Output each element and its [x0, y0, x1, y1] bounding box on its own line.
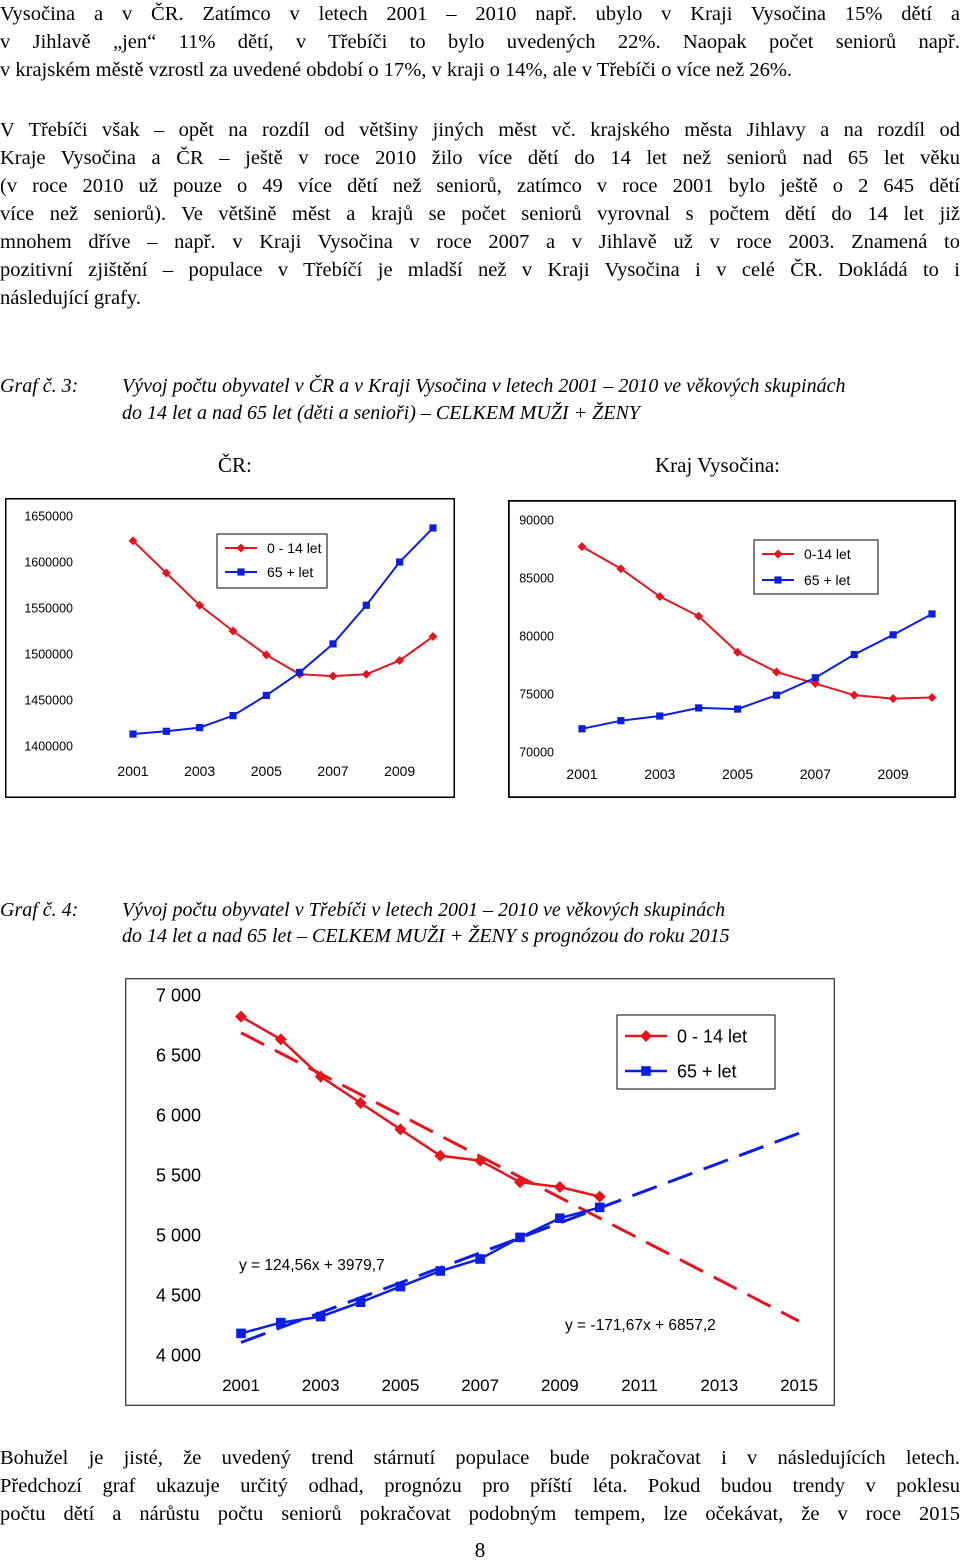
chart-cr — [5, 498, 455, 798]
legend-label: 65 + let — [267, 563, 314, 580]
data-point — [276, 1318, 286, 1328]
paragraph-bottom — [0, 1444, 960, 1528]
x-tick-label: 2003 — [644, 766, 676, 782]
y-tick-label: 6 500 — [155, 1045, 201, 1066]
text-line: více než seniorů). Ve většině měst a krajů se počet seniorů vyrovnal s počtem dětí do 14 let již — [0, 203, 960, 225]
text-line: Vysočina a v ČR. Zatímco v letech 2001 – 2010 např. ubylo v Kraji Vysočina 15% dětí a — [0, 3, 960, 25]
text-line: mnohem dříve – např. v Kraji Vysočina v roce 2007 a v Jihlavě už v roce 2003. Znamená to — [0, 231, 960, 253]
legend-label: 65 + let — [677, 1061, 737, 1082]
paragraph-mid — [0, 116, 960, 312]
legend-marker — [237, 568, 244, 575]
y-tick-label: 7 000 — [155, 985, 201, 1006]
data-point — [163, 728, 170, 735]
legend-label: 0 - 14 let — [267, 539, 322, 556]
data-point — [363, 602, 370, 609]
data-point — [555, 1213, 565, 1223]
chart-vysocina — [508, 500, 956, 798]
text-line: Předchozí graf ukazuje určitý odhad, prognózu pro příští léta. Pokud budou trendy v poklesu — [0, 1475, 960, 1497]
text-line: počtu dětí a nárůstu počtu seniorů pokračovat podobným tempem, lze očekávat, že v roce 2015 — [0, 1503, 960, 1525]
y-tick-label: 5 500 — [155, 1165, 201, 1186]
data-point — [812, 674, 819, 681]
graf3-title-2: do 14 let a nad 65 let (děti a senioři) – CELKEM MUŽI + ŽENY — [122, 402, 640, 424]
text-line: pozitivní zjištění – populace v Třebíčí je mladší než v Kraji Vysočina i v celé ČR. Dokládá to i — [0, 259, 960, 281]
x-tick-label: 2009 — [877, 766, 909, 782]
data-point — [429, 524, 436, 531]
y-tick-label: 70000 — [519, 745, 554, 760]
graf4-label: Graf č. 4: — [0, 899, 79, 921]
legend-marker — [641, 1066, 651, 1076]
graf4-title-1: Vývoj počtu obyvatel v Třebíči v letech 2001 – 2010 ve věkových skupinách — [122, 899, 726, 921]
y-tick-label: 1650000 — [24, 509, 73, 524]
x-tick-label: 2011 — [621, 1376, 658, 1395]
data-point — [734, 705, 741, 712]
data-point — [316, 1312, 326, 1322]
chart-cr-svg — [5, 498, 455, 798]
chart-trebic — [125, 978, 835, 1406]
data-point — [695, 704, 702, 711]
x-tick-label: 2005 — [721, 766, 754, 782]
text-line: Bohužel je jisté, že uvedený trend stárnutí populace bude pokračovat i v následujících letech. — [0, 1447, 960, 1469]
text-line: v Jihlavě „jen“ 11% dětí, v Třebíči to bylo uvedených 22%. Naopak počet seniorů např. — [0, 31, 960, 53]
graf3-sub-cr: ČR: — [218, 453, 252, 477]
x-tick-label: 2007 — [461, 1376, 500, 1395]
x-tick-label: 2009 — [540, 1376, 579, 1395]
y-tick-label: 1500000 — [24, 647, 73, 662]
legend-label: 65 + let — [804, 571, 851, 588]
graf3-title-1: Vývoj počtu obyvatel v ČR a v Kraji Vysočina v letech 2001 – 2010 ve věkových skupinách — [122, 375, 846, 397]
data-point — [617, 717, 624, 724]
data-point — [329, 640, 336, 647]
data-point — [928, 610, 935, 617]
data-point — [263, 692, 270, 699]
data-point — [851, 651, 858, 658]
legend-label: 0 - 14 let — [677, 1026, 748, 1047]
graf3-sub-kraj: Kraj Vysočina: — [655, 453, 781, 477]
text-line: V Třebíči však – opět na rozdíl od většiny jiných měst vč. krajského města Jihlavy a na rozdíl od — [0, 119, 960, 141]
text-line: v krajském městě vzrostl za uvedené období o 17%, v kraji o 14%, ale v Třebíči o více než 26%. — [0, 59, 793, 81]
data-point — [656, 712, 663, 719]
data-point — [129, 730, 136, 737]
data-point — [890, 631, 897, 638]
data-point — [578, 725, 585, 732]
data-point — [595, 1203, 605, 1213]
x-tick-label: 2003 — [301, 1376, 340, 1395]
y-tick-label: 80000 — [519, 629, 554, 644]
data-point — [396, 1282, 406, 1292]
y-tick-label: 1550000 — [24, 601, 73, 616]
x-tick-label: 2005 — [381, 1376, 420, 1395]
x-tick-label: 2003 — [184, 763, 216, 779]
y-tick-label: 90000 — [519, 513, 554, 528]
data-point — [236, 1329, 246, 1339]
y-tick-label: 1600000 — [24, 555, 73, 570]
data-point — [296, 669, 303, 676]
x-tick-label: 2009 — [384, 763, 416, 779]
legend-marker — [774, 576, 781, 583]
chart-trebic-svg — [125, 978, 835, 1406]
chart-vysocina-svg — [508, 500, 956, 798]
x-tick-label: 2001 — [566, 766, 598, 782]
y-tick-label: 6 000 — [155, 1105, 201, 1126]
data-point — [229, 712, 236, 719]
x-tick-label: 2001 — [222, 1376, 260, 1395]
data-point — [773, 692, 780, 699]
x-tick-label: 2007 — [317, 763, 349, 779]
data-point — [196, 724, 203, 731]
graf3-label: Graf č. 3: — [0, 375, 79, 397]
y-tick-label: 1450000 — [24, 693, 73, 708]
trendline-equation: y = 124,56x + 3979,7 — [239, 1257, 385, 1274]
text-line: (v roce 2010 už pouze o 49 více dětí než seniorů, zatímco v roce 2001 bylo ještě o 2 645 dětí — [0, 175, 960, 197]
x-tick-label: 2005 — [250, 763, 282, 779]
y-tick-label: 1400000 — [24, 739, 73, 754]
y-tick-label: 75000 — [519, 687, 554, 702]
data-point — [356, 1297, 366, 1307]
trendline-equation: y = -171,67x + 6857,2 — [565, 1317, 716, 1334]
y-tick-label: 85000 — [519, 571, 554, 586]
y-tick-label: 4 500 — [155, 1285, 201, 1306]
graf4-title-2: do 14 let a nad 65 let – CELKEM MUŽI + ŽENY s prognózou do roku 2015 — [122, 925, 730, 947]
data-point — [475, 1254, 485, 1264]
data-point — [515, 1233, 525, 1243]
y-tick-label: 5 000 — [155, 1225, 201, 1246]
x-tick-label: 2007 — [799, 766, 831, 782]
legend-label: 0-14 let — [804, 545, 851, 562]
page-number: 8 — [474, 1538, 486, 1562]
x-tick-label: 2015 — [780, 1376, 818, 1395]
text-line: Kraje Vysočina a ČR – ještě v roce 2010 žilo více dětí do 14 let než seniorů nad 65 let věku — [0, 147, 960, 169]
data-point — [435, 1266, 445, 1276]
text-line: následující grafy. — [0, 287, 141, 309]
x-tick-label: 2001 — [117, 763, 149, 779]
x-tick-label: 2013 — [700, 1376, 739, 1395]
y-tick-label: 4 000 — [155, 1345, 201, 1366]
paragraph-top — [0, 0, 960, 84]
chart-border — [509, 501, 956, 798]
data-point — [396, 558, 403, 565]
